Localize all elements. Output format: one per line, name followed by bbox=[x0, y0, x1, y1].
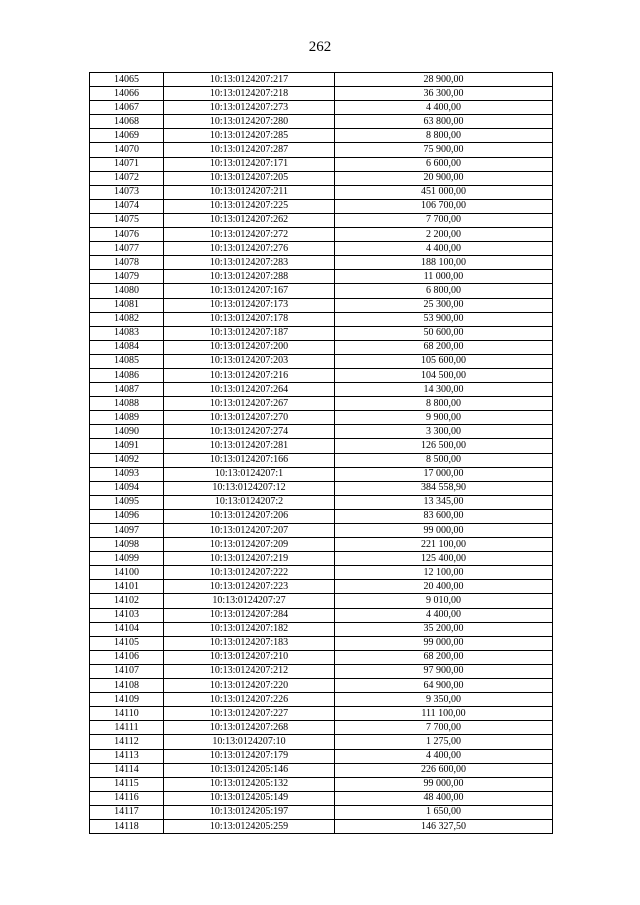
cadastral-number-cell: 10:13:0124207:283 bbox=[164, 256, 335, 270]
value-cell: 1 650,00 bbox=[335, 805, 553, 819]
row-number-cell: 14101 bbox=[90, 580, 164, 594]
value-cell: 125 400,00 bbox=[335, 552, 553, 566]
value-cell: 1 275,00 bbox=[335, 735, 553, 749]
value-cell: 8 500,00 bbox=[335, 453, 553, 467]
value-cell: 64 900,00 bbox=[335, 679, 553, 693]
row-number-cell: 14074 bbox=[90, 199, 164, 213]
cadastral-number-cell: 10:13:0124207:171 bbox=[164, 157, 335, 171]
value-cell: 111 100,00 bbox=[335, 707, 553, 721]
row-number-cell: 14069 bbox=[90, 129, 164, 143]
table-row bbox=[90, 73, 553, 87]
value-cell: 99 000,00 bbox=[335, 524, 553, 538]
table-row bbox=[90, 749, 553, 763]
table-row bbox=[90, 298, 553, 312]
table-row bbox=[90, 566, 553, 580]
cadastral-number-cell: 10:13:0124207:218 bbox=[164, 87, 335, 101]
value-cell: 99 000,00 bbox=[335, 636, 553, 650]
cadastral-number-cell: 10:13:0124207:226 bbox=[164, 693, 335, 707]
row-number-cell: 14113 bbox=[90, 749, 164, 763]
cadastral-number-cell: 10:13:0124205:259 bbox=[164, 819, 335, 833]
value-cell: 4 400,00 bbox=[335, 101, 553, 115]
row-number-cell: 14097 bbox=[90, 524, 164, 538]
table-row bbox=[90, 622, 553, 636]
value-cell: 83 600,00 bbox=[335, 509, 553, 523]
cadastral-number-cell: 10:13:0124207:212 bbox=[164, 664, 335, 678]
row-number-cell: 14099 bbox=[90, 552, 164, 566]
cadastral-number-cell: 10:13:0124207:276 bbox=[164, 242, 335, 256]
value-cell: 17 000,00 bbox=[335, 467, 553, 481]
cadastral-number-cell: 10:13:0124207:274 bbox=[164, 425, 335, 439]
table-row bbox=[90, 199, 553, 213]
row-number-cell: 14076 bbox=[90, 228, 164, 242]
value-cell: 188 100,00 bbox=[335, 256, 553, 270]
registry-table bbox=[89, 72, 553, 834]
cadastral-number-cell: 10:13:0124207:217 bbox=[164, 73, 335, 87]
cadastral-number-cell: 10:13:0124207:10 bbox=[164, 735, 335, 749]
table-row bbox=[90, 636, 553, 650]
row-number-cell: 14075 bbox=[90, 213, 164, 227]
row-number-cell: 14096 bbox=[90, 509, 164, 523]
value-cell: 3 300,00 bbox=[335, 425, 553, 439]
cadastral-number-cell: 10:13:0124205:149 bbox=[164, 791, 335, 805]
cadastral-number-cell: 10:13:0124207:222 bbox=[164, 566, 335, 580]
table-row bbox=[90, 228, 553, 242]
row-number-cell: 14067 bbox=[90, 101, 164, 115]
cadastral-number-cell: 10:13:0124207:167 bbox=[164, 284, 335, 298]
row-number-cell: 14109 bbox=[90, 693, 164, 707]
cadastral-number-cell: 10:13:0124207:262 bbox=[164, 213, 335, 227]
table-row bbox=[90, 129, 553, 143]
value-cell: 9 010,00 bbox=[335, 594, 553, 608]
value-cell: 9 350,00 bbox=[335, 693, 553, 707]
table-row bbox=[90, 721, 553, 735]
cadastral-number-cell: 10:13:0124207:227 bbox=[164, 707, 335, 721]
row-number-cell: 14080 bbox=[90, 284, 164, 298]
row-number-cell: 14066 bbox=[90, 87, 164, 101]
table-row bbox=[90, 538, 553, 552]
cadastral-number-cell: 10:13:0124207:285 bbox=[164, 129, 335, 143]
value-cell: 25 300,00 bbox=[335, 298, 553, 312]
table-row bbox=[90, 693, 553, 707]
table-row bbox=[90, 467, 553, 481]
value-cell: 4 400,00 bbox=[335, 608, 553, 622]
cadastral-number-cell: 10:13:0124205:146 bbox=[164, 763, 335, 777]
table-row bbox=[90, 481, 553, 495]
row-number-cell: 14089 bbox=[90, 411, 164, 425]
value-cell: 226 600,00 bbox=[335, 763, 553, 777]
table-row bbox=[90, 552, 553, 566]
value-cell: 11 000,00 bbox=[335, 270, 553, 284]
row-number-cell: 14105 bbox=[90, 636, 164, 650]
table-row bbox=[90, 524, 553, 538]
table-row bbox=[90, 87, 553, 101]
cadastral-number-cell: 10:13:0124207:183 bbox=[164, 636, 335, 650]
value-cell: 68 200,00 bbox=[335, 650, 553, 664]
row-number-cell: 14110 bbox=[90, 707, 164, 721]
value-cell: 126 500,00 bbox=[335, 439, 553, 453]
table-row bbox=[90, 115, 553, 129]
value-cell: 2 200,00 bbox=[335, 228, 553, 242]
row-number-cell: 14086 bbox=[90, 368, 164, 382]
table-row bbox=[90, 157, 553, 171]
value-cell: 97 900,00 bbox=[335, 664, 553, 678]
cadastral-number-cell: 10:13:0124207:179 bbox=[164, 749, 335, 763]
row-number-cell: 14091 bbox=[90, 439, 164, 453]
value-cell: 68 200,00 bbox=[335, 340, 553, 354]
value-cell: 50 600,00 bbox=[335, 326, 553, 340]
row-number-cell: 14087 bbox=[90, 383, 164, 397]
cadastral-number-cell: 10:13:0124207:27 bbox=[164, 594, 335, 608]
row-number-cell: 14077 bbox=[90, 242, 164, 256]
cadastral-number-cell: 10:13:0124207:182 bbox=[164, 622, 335, 636]
row-number-cell: 14100 bbox=[90, 566, 164, 580]
row-number-cell: 14081 bbox=[90, 298, 164, 312]
value-cell: 53 900,00 bbox=[335, 312, 553, 326]
value-cell: 105 600,00 bbox=[335, 354, 553, 368]
value-cell: 35 200,00 bbox=[335, 622, 553, 636]
cadastral-number-cell: 10:13:0124207:216 bbox=[164, 368, 335, 382]
value-cell: 106 700,00 bbox=[335, 199, 553, 213]
cadastral-number-cell: 10:13:0124207:1 bbox=[164, 467, 335, 481]
cadastral-number-cell: 10:13:0124207:281 bbox=[164, 439, 335, 453]
page-number: 262 bbox=[308, 39, 332, 55]
cadastral-number-cell: 10:13:0124207:284 bbox=[164, 608, 335, 622]
cadastral-number-cell: 10:13:0124207:166 bbox=[164, 453, 335, 467]
value-cell: 4 400,00 bbox=[335, 242, 553, 256]
value-cell: 13 345,00 bbox=[335, 495, 553, 509]
row-number-cell: 14094 bbox=[90, 481, 164, 495]
table-row bbox=[90, 270, 553, 284]
cadastral-number-cell: 10:13:0124207:210 bbox=[164, 650, 335, 664]
cadastral-number-cell: 10:13:0124207:187 bbox=[164, 326, 335, 340]
row-number-cell: 14092 bbox=[90, 453, 164, 467]
value-cell: 20 900,00 bbox=[335, 171, 553, 185]
value-cell: 4 400,00 bbox=[335, 749, 553, 763]
table-row bbox=[90, 171, 553, 185]
row-number-cell: 14093 bbox=[90, 467, 164, 481]
value-cell: 7 700,00 bbox=[335, 213, 553, 227]
table-row bbox=[90, 791, 553, 805]
row-number-cell: 14071 bbox=[90, 157, 164, 171]
row-number-cell: 14072 bbox=[90, 171, 164, 185]
table-row bbox=[90, 411, 553, 425]
table-row bbox=[90, 819, 553, 833]
cadastral-number-cell: 10:13:0124207:225 bbox=[164, 199, 335, 213]
cadastral-number-cell: 10:13:0124207:207 bbox=[164, 524, 335, 538]
table-row bbox=[90, 707, 553, 721]
row-number-cell: 14068 bbox=[90, 115, 164, 129]
table-row bbox=[90, 185, 553, 199]
table-row bbox=[90, 397, 553, 411]
cadastral-number-cell: 10:13:0124207:280 bbox=[164, 115, 335, 129]
cadastral-number-cell: 10:13:0124207:2 bbox=[164, 495, 335, 509]
row-number-cell: 14073 bbox=[90, 185, 164, 199]
cadastral-number-cell: 10:13:0124207:268 bbox=[164, 721, 335, 735]
table-row bbox=[90, 608, 553, 622]
cadastral-number-cell: 10:13:0124207:272 bbox=[164, 228, 335, 242]
cadastral-number-cell: 10:13:0124207:219 bbox=[164, 552, 335, 566]
value-cell: 75 900,00 bbox=[335, 143, 553, 157]
row-number-cell: 14118 bbox=[90, 819, 164, 833]
row-number-cell: 14090 bbox=[90, 425, 164, 439]
cadastral-number-cell: 10:13:0124207:287 bbox=[164, 143, 335, 157]
table-row bbox=[90, 143, 553, 157]
table-row bbox=[90, 763, 553, 777]
value-cell: 146 327,50 bbox=[335, 819, 553, 833]
value-cell: 14 300,00 bbox=[335, 383, 553, 397]
row-number-cell: 14095 bbox=[90, 495, 164, 509]
table-row bbox=[90, 340, 553, 354]
value-cell: 7 700,00 bbox=[335, 721, 553, 735]
cadastral-number-cell: 10:13:0124207:288 bbox=[164, 270, 335, 284]
row-number-cell: 14114 bbox=[90, 763, 164, 777]
row-number-cell: 14116 bbox=[90, 791, 164, 805]
table-row bbox=[90, 594, 553, 608]
cadastral-number-cell: 10:13:0124207:200 bbox=[164, 340, 335, 354]
row-number-cell: 14088 bbox=[90, 397, 164, 411]
row-number-cell: 14078 bbox=[90, 256, 164, 270]
table-row bbox=[90, 439, 553, 453]
table-row bbox=[90, 679, 553, 693]
table-row bbox=[90, 256, 553, 270]
value-cell: 6 600,00 bbox=[335, 157, 553, 171]
value-cell: 36 300,00 bbox=[335, 87, 553, 101]
cadastral-number-cell: 10:13:0124207:220 bbox=[164, 679, 335, 693]
cadastral-number-cell: 10:13:0124207:270 bbox=[164, 411, 335, 425]
cadastral-number-cell: 10:13:0124207:178 bbox=[164, 312, 335, 326]
row-number-cell: 14065 bbox=[90, 73, 164, 87]
cadastral-number-cell: 10:13:0124207:223 bbox=[164, 580, 335, 594]
table-row bbox=[90, 101, 553, 115]
row-number-cell: 14107 bbox=[90, 664, 164, 678]
table-row bbox=[90, 284, 553, 298]
table-row bbox=[90, 580, 553, 594]
table-row bbox=[90, 735, 553, 749]
value-cell: 384 558,90 bbox=[335, 481, 553, 495]
value-cell: 48 400,00 bbox=[335, 791, 553, 805]
table-row bbox=[90, 509, 553, 523]
table-row bbox=[90, 777, 553, 791]
table-row bbox=[90, 805, 553, 819]
cadastral-number-cell: 10:13:0124205:132 bbox=[164, 777, 335, 791]
row-number-cell: 14083 bbox=[90, 326, 164, 340]
cadastral-number-cell: 10:13:0124207:264 bbox=[164, 383, 335, 397]
row-number-cell: 14102 bbox=[90, 594, 164, 608]
cadastral-number-cell: 10:13:0124207:211 bbox=[164, 185, 335, 199]
cadastral-number-cell: 10:13:0124207:12 bbox=[164, 481, 335, 495]
cadastral-number-cell: 10:13:0124207:206 bbox=[164, 509, 335, 523]
registry-table-body bbox=[90, 73, 553, 834]
table-row bbox=[90, 354, 553, 368]
row-number-cell: 14104 bbox=[90, 622, 164, 636]
row-number-cell: 14117 bbox=[90, 805, 164, 819]
row-number-cell: 14085 bbox=[90, 354, 164, 368]
value-cell: 221 100,00 bbox=[335, 538, 553, 552]
row-number-cell: 14108 bbox=[90, 679, 164, 693]
value-cell: 104 500,00 bbox=[335, 368, 553, 382]
cadastral-number-cell: 10:13:0124207:209 bbox=[164, 538, 335, 552]
cadastral-number-cell: 10:13:0124207:203 bbox=[164, 354, 335, 368]
value-cell: 20 400,00 bbox=[335, 580, 553, 594]
value-cell: 451 000,00 bbox=[335, 185, 553, 199]
table-row bbox=[90, 495, 553, 509]
table-row bbox=[90, 312, 553, 326]
table-row bbox=[90, 368, 553, 382]
cadastral-number-cell: 10:13:0124207:273 bbox=[164, 101, 335, 115]
table-row bbox=[90, 213, 553, 227]
cadastral-number-cell: 10:13:0124207:267 bbox=[164, 397, 335, 411]
cadastral-number-cell: 10:13:0124205:197 bbox=[164, 805, 335, 819]
row-number-cell: 14115 bbox=[90, 777, 164, 791]
value-cell: 12 100,00 bbox=[335, 566, 553, 580]
table-row bbox=[90, 453, 553, 467]
table-row bbox=[90, 383, 553, 397]
table-row bbox=[90, 650, 553, 664]
value-cell: 8 800,00 bbox=[335, 397, 553, 411]
value-cell: 99 000,00 bbox=[335, 777, 553, 791]
row-number-cell: 14111 bbox=[90, 721, 164, 735]
value-cell: 8 800,00 bbox=[335, 129, 553, 143]
value-cell: 28 900,00 bbox=[335, 73, 553, 87]
table-row bbox=[90, 425, 553, 439]
cadastral-number-cell: 10:13:0124207:173 bbox=[164, 298, 335, 312]
row-number-cell: 14082 bbox=[90, 312, 164, 326]
row-number-cell: 14079 bbox=[90, 270, 164, 284]
row-number-cell: 14070 bbox=[90, 143, 164, 157]
cadastral-number-cell: 10:13:0124207:205 bbox=[164, 171, 335, 185]
table-row bbox=[90, 242, 553, 256]
value-cell: 6 800,00 bbox=[335, 284, 553, 298]
table-row bbox=[90, 326, 553, 340]
value-cell: 63 800,00 bbox=[335, 115, 553, 129]
row-number-cell: 14112 bbox=[90, 735, 164, 749]
row-number-cell: 14098 bbox=[90, 538, 164, 552]
table-row bbox=[90, 664, 553, 678]
row-number-cell: 14106 bbox=[90, 650, 164, 664]
row-number-cell: 14084 bbox=[90, 340, 164, 354]
value-cell: 9 900,00 bbox=[335, 411, 553, 425]
row-number-cell: 14103 bbox=[90, 608, 164, 622]
